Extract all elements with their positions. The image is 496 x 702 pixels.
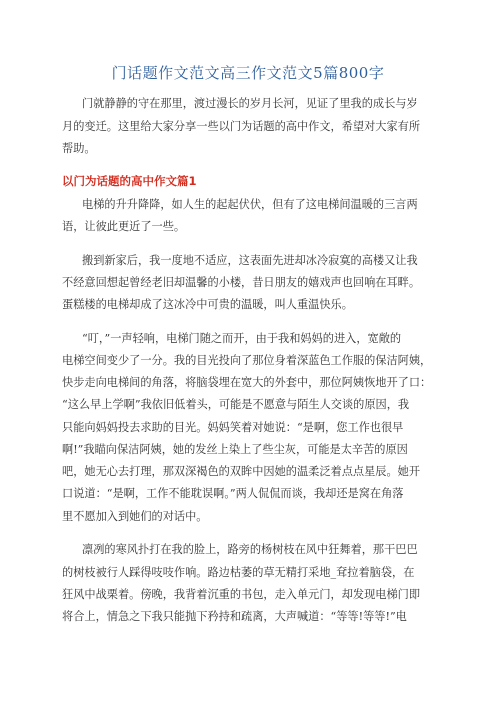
paragraph-line: 电梯的升升降降，如人生的起起伏伏，但有了这电梯间温暖的三言两 [82,198,418,211]
paragraph-line: 将合上，情急之下我只能抛下矜持和疏离，大声喊道：“等等!等等!”电 [62,610,407,623]
paragraph-line: 吧，她无心去打理，那双深褐色的双眸中因她的温柔泛着点点星辰。她开 [62,465,421,478]
paragraph-line: 电梯空间变少了一分。我的目光投向了那位身着深蓝色工作服的保洁阿姨， [62,354,432,367]
paragraph-line: 不经意回想起曾经老旧却温馨的小楼，昔日朋友的嬉戏声也回响在耳畔。 [62,276,421,289]
paragraph-line: 啊!”我瞄向保洁阿姨，她的发丝上染上了些尘灰，可能是太辛苦的原因 [62,443,408,456]
paragraph-line: 快步走向电梯间的角落，将脑袋埋在宽大的外套中，那位阿姨恢地开了口： [62,376,432,389]
paragraph-line: 只能向妈妈投去求助的目光。妈妈笑着对她说：“是啊，您工作也很早 [62,421,404,434]
paragraph-line: “这么早上学啊”我依旧低着头，可能是不愿意与陌生人交谈的原因，我 [62,398,410,411]
page-title: 门话题作文范文高三作文范文5篇800字 [111,64,385,82]
paragraph-line: 月的变迁。这里给大家分享一些以门为话题的高中作文，希望对大家有所 [62,120,421,133]
paragraph-line: 口说道：“是啊，工作不能耽误啊。”两人侃侃而谈，我却还是窝在角落 [62,487,404,500]
paragraph-line: 搬到新家后，我一度地不适应，这表面先进却冰冷寂寞的高楼又让我 [82,254,418,267]
section-heading: 以门为话题的高中作文篇1 [62,174,197,188]
paragraph-line: 蛋糕楼的电梯却成了这冰冷中可贵的温暖，叫人重温快乐。 [62,298,353,311]
paragraph-line: “叮，”一声轻响，电梯门随之而开，由于我和妈妈的进入，宽敞的 [82,332,402,345]
paragraph-line: 凛冽的寒风扑打在我的脸上，路旁的杨树枝在风中狂舞着，那干巴巴 [82,543,418,556]
paragraph-line: 语，让彼此更近了一些。 [62,220,186,233]
paragraph-line: 里不愿加入到她们的对话中。 [62,510,208,523]
paragraph-line: 帮助。 [62,142,96,155]
paragraph-line: 狂风中战栗着。傍晚，我背着沉重的书包，走入单元门，却发现电梯门即 [62,588,421,601]
paragraph-line: 的树枝被行人踩得吱吱作响。路边枯萎的草无精打采地_耷拉着脑袋，在 [62,566,415,579]
paragraph-line: 门就静静的守在那里，渡过漫长的岁月长河，见证了里我的成长与岁 [82,97,418,110]
